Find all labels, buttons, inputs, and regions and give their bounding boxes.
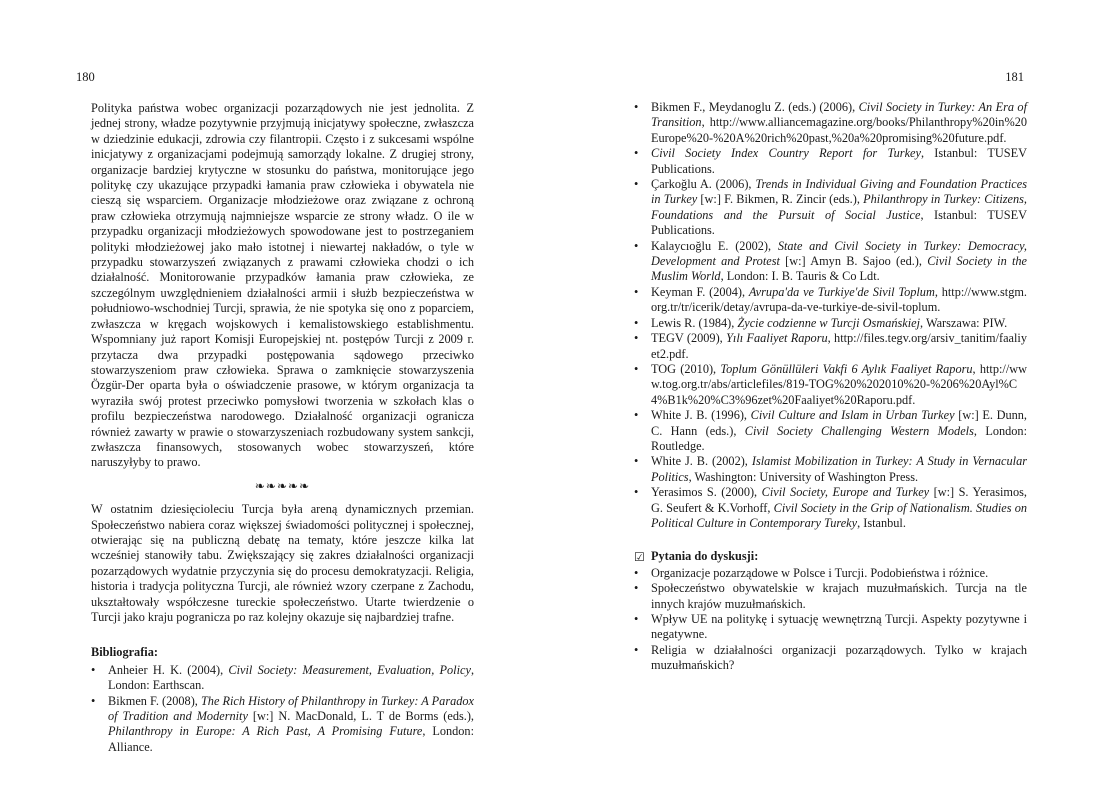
bullet: • bbox=[91, 693, 96, 708]
bibliography-entry: • Lewis R. (1984), Życie codzienne w Turcji Osmańskiej, Warszawa: PIW. bbox=[634, 315, 1008, 330]
bibliography-entry: • Bikmen F. (2008), The Rich History of Philanthropy in Turkey: A Paradox of Tradition and Modernity [w:] N. MacDonald, L. T de Borms (eds.), Philanthropy in Europe: A Rich Past, A Promising Future, London: Alliance. bbox=[91, 693, 475, 754]
checkbox-icon: ☑ bbox=[634, 550, 645, 565]
discussion-question: • Wpływ UE na politykę i sytuację wewnętrzną Turcji. Aspekty pozytywne i negatywne. bbox=[634, 612, 1027, 642]
bibliography-entry: • Bikmen F., Meydanoglu Z. (eds.) (2006), Civil Society in Turkey: An Era of Transition, http://www.alliancemagazine.org/books/Philanthropy%20in%20Europe%20-%20A%20rich%20past,%20a%20promising%20future.pdf. bbox=[634, 100, 1027, 145]
right-text-block bbox=[634, 100, 1027, 674]
bibliography-entry: • TOG (2010), Toplum Gönüllüleri Vakfi 6 Aylık Faaliyet Raporu, http://www.tog.org.tr/abs/articlefiles/819-TOG%20%202010%20-%206%20Ayl%C4%B1k%20%C3%96zet%20Faaliyet%20Raporu.pdf. bbox=[634, 361, 1027, 407]
bibliography-list-right bbox=[634, 100, 1027, 531]
bibliography-list-left bbox=[91, 663, 474, 755]
discussion-question: • Religia w działalności organizacji pozarządowych. Tylko w krajach muzułmańskich? bbox=[634, 642, 1027, 673]
bibliography-entry: • Anheier H. K. (2004), Civil Society: Measurement, Evaluation, Policy, London: Earthscan. bbox=[91, 662, 475, 693]
bibliography-entry: • Yerasimos S. (2000), Civil Society, Europe and Turkey [w:] S. Yerasimos, G. Seufert & K.Vorhoff, Civil Society in the Grip of Nationalism. Studies on Political Culture in Contemporary Tureky, Istanbul. bbox=[634, 485, 1027, 530]
discussion-section bbox=[634, 549, 1027, 673]
page-number-right: 181 bbox=[1005, 70, 1024, 84]
discussion-list bbox=[634, 566, 1027, 674]
bibliography-entry: • Keyman F. (2004), Avrupa'da ve Turkiye'de Sivil Toplum, http://www.stgm.org.tr/tr/icerik/detay/avrupa-da-ve-turkiye-de-sivil-toplum. bbox=[634, 284, 1028, 315]
bibliography-heading: Bibliografia: bbox=[91, 645, 158, 660]
bibliography-entry: • Çarkoğlu A. (2006), Trends in Individual Giving and Foundation Practices in Turkey [w:] F. Bikmen, R. Zincir (eds.), Philanthropy in Turkey: Citizens, Foundations and the Pursuit of Social Justice, Istanbul: TUSEV Publications. bbox=[634, 177, 1027, 238]
left-text-block bbox=[91, 101, 474, 755]
discussion-heading: ☑ Pytania do dyskusji: bbox=[634, 549, 759, 565]
bibliography-entry: • White J. B. (1996), Civil Culture and Islam in Urban Turkey [w:] E. Dunn, C. Hann (eds.), Civil Society Challenging Western Models, London: Routledge. bbox=[634, 408, 1028, 453]
bibliography-entry: • Kalaycıoğlu E. (2002), State and Civil Society in Turkey: Democracy, Development and Protest [w:] Amyn B. Sajoo (ed.), Civil Society in the Muslim World, London: I. B. Tauris & Co Ldt. bbox=[634, 238, 1028, 284]
bibliography-entry: • White J. B. (2002), Islamist Mobilization in Turkey: A Study in Vernacular Politics, Washington: University of Washington Press. bbox=[634, 454, 1028, 484]
right-page bbox=[550, 0, 1100, 796]
paragraph-conclusion: W ostatnim dziesięcioleciu Turcja była areną dynamicznych przemian. Społeczeństwo nabiera coraz większej świadomości politycznej i społecznej, otwierając się na publiczną debatę na tematy, które jeszcze kilka lat wcześniej stanowiły tabu. Zwiększający się zakres działalności organizacji pozarządowych wydatnie przyczynia się do procesu demokratyzacji. Religia, historia i tradycja polityczna Turcji, ale również wzory czerpane z Zachodu, ukształtowały współczesne tureckie społeczeństwo. Utarte twierdzenie o Turcji jako kraju pogranicza po raz kolejny okazuje się najbardziej trafne. bbox=[91, 502, 474, 624]
bibliography-entry: • Civil Society Index Country Report for Turkey, Istanbul: TUSEV Publications. bbox=[634, 146, 1028, 176]
paragraph-ngo-policy: Polityka państwa wobec organizacji pozarządowych nie jest jednolita. Z jednej strony, władze pozytywnie przyjmują inicjatywy społeczne, zwłaszcza w dziedzinie edukacji, zdrowia czy filantropii. Często i z sukcesami wspólne inicjatywy z organizacjami podejmują samorządy lokalne. Z drugiej strony, organizacje bardziej krytyczne w stosunku do państwa, monitorujące jego politykę czy ukazujące przypadki łamania praw człowieka i obywatela nie cieszą się wsparciem. Organizacje młodzieżowe oraz związane z ochroną praw człowieka otrzymują najmniejsze wsparcie ze strony władz. O ile w przypadku organizacji młodzieżowych spowodowane jest to postrzeganiem polityki młodzieżowej jako mało istotnej i niewartej nakładów, o tyle w przypadku stowarzyszeń związanych z prawami człowieka chodzi o ich działalność. Monitorowanie przypadków łamania praw człowieka, ze szczególnym uwzględnieniem działalności armii i służb bezpieczeństwa w południowo-wschodniej Turcji, sprawia, że nie spotyka się ono z poparciem, zwłaszcza w kręgach wojskowych i kemalistowskiego establishmentu. Wspomniany już raport Komisji Europejskiej nt. postępów Turcji z 2009 r. przytacza dwa przypadki postępowania sądowego przeciwko stowarzyszeniom praw człowieka. Sprawa o zamknięcie stowarzyszenia Özgür-Der oparta była o oświadczenie prasowe, w którym organizacja ta wyraziła swój protest przeciwko pomysłowi tworzenia w szkołach klas o profilu bezpieczeństwa narodowego. Działalność organizacji ogranicza również zawarty w prawie o stowarzyszeniach rozbudowany system sankcji, zwłaszcza finansowych, stosowanych wobec stowarzyszeń, które naruszyłyby to prawo. bbox=[91, 101, 474, 470]
bibliography-entry: • TEGV (2009), Yılı Faaliyet Raporu, http://files.tegv.org/arsiv_tanitim/faaliyet2.pdf. bbox=[634, 331, 1028, 361]
page-number-left: 180 bbox=[76, 70, 95, 84]
discussion-question: • Społeczeństwo obywatelskie w krajach muzułmańskich. Turcja na tle innych krajów muzułmańskich. bbox=[634, 581, 1027, 611]
section-ornament: ❧❧❧❧❧ bbox=[254, 478, 311, 493]
bullet: • bbox=[91, 662, 96, 677]
discussion-question: • Organizacje pozarządowe w Polsce i Turcji. Podobieństwa i różnice. bbox=[634, 565, 989, 580]
